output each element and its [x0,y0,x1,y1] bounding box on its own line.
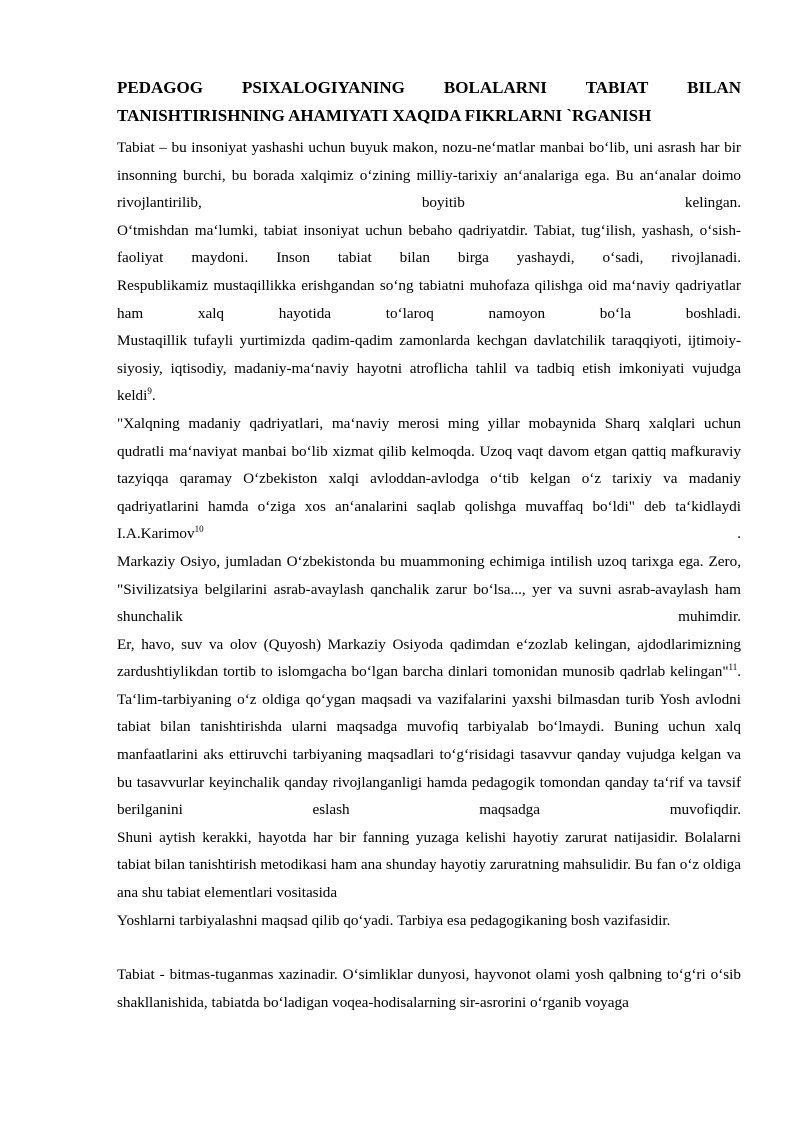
paragraph-1: Tabiat – bu insoniyat yashashi uchun buyuk makon, nozu-ne‘matlar manbai bo‘lib, uni asrash har bir insonning burchi, bu borada xalqimiz o‘zining milliy-tarixiy an‘analariga ega. Bu an‘analar doimo rivojlantirilib, boyitib kelingan. [117,139,741,212]
paragraph-spacer [117,934,741,961]
paragraph-11: Tabiat - bitmas-tuganmas xazinadir. O‘simliklar dunyosi, hayvonot olami yosh qalbning to‘g‘ri o‘sib shakllanishida, tabiatda bo‘ladigan voqea-hodisalarning sir-asrorini o‘rganib voyaga [117,966,741,1011]
footnote-ref-11: 11 [728,662,738,673]
paragraph-4-text: Mustaqillik tufayli yurtimizda qadim-qadim zamonlarda kechgan davlatchilik taraqqiyoti, ijtimoiy-siyosiy, iqtisodiy, madaniy-ma‘naviy hayotni atroflicha tahlil va tadbiq etish imkoniyati vujudga keldi [117,332,741,405]
paragraph-2: O‘tmishdan ma‘lumki, tabiat insoniyat uchun bebaho qadriyatdir. Tabiat, tug‘ilish, yashash, o‘sish-faoliyat maydoni. Inson tabiat bilan birga yashaydi, o‘sadi, rivojlanadi. [117,221,741,267]
paragraph-5 [117,410,741,548]
paragraph-5-end: . [203,525,741,543]
paragraph-7-end: . [737,663,741,681]
paragraph-7 [117,631,741,686]
paragraph-7-text: Er, havo, suv va olov (Quyosh) Markaziy Osiyoda qadimdan e‘zozlab kelingan, ajdodlarimizning zardushtiylikdan tortib to islomgacha bo‘lgan barcha dinlari tomonidan munosib qadrlab kelingan" [117,635,741,681]
paragraph-5-text: "Xalqning madaniy qadriyatlari, ma‘naviy merosi ming yillar mobaynida Sharq xalqlari uchun qudratli ma‘naviyat manbai bo‘lib xizmat qilib kelmoqda. Uzoq vaqt davom etgan qattiq mafkuraviy tazyiqqa qaramay O‘zbekiston xalqi avloddan-avlodga o‘tib kelgan o‘z tarixiy va madaniy qadriyatlarini hamda o‘ziga xos an‘analarini saqlab qolishga muvaffaq bo‘ldi" deb ta‘kidlaydi I.A.Karimov [117,414,741,543]
paragraph-3: Respublikamiz mustaqillikka erishgandan so‘ng tabiatni muhofaza qilishga oid ma‘naviy qadriyatlar ham xalq hayotida to‘laroq namoyon bo‘la boshladi. [117,276,741,322]
document-body [117,74,741,1016]
paragraph-9: Shuni aytish kerakki, hayotda har bir fanning yuzaga kelishi hayotiy zarurat natijasidir. Bolalarni tabiat bilan tanishtirish metodikasi ham ana shunday hayotiy zaruratning mahsulidir. Bu fan o‘z oldiga ana shu tabiat elementlari vositasida [117,828,741,902]
paragraph-4 [117,327,741,410]
title-line-2: TANISHTIRISHNING AHAMIYATI XAQIDA FIKRLARNI `RGANISH [117,106,652,125]
footnote-ref-9: 9 [147,386,152,397]
paragraph-10: Yoshlarni tarbiyalashni maqsad qilib qo‘yadi. Tarbiya esa pedagogikaning bosh vazifasidir. [117,911,671,929]
footnote-ref-10: 10 [194,524,204,535]
paragraph-8: Ta‘lim-tarbiyaning o‘z oldiga qo‘ygan maqsadi va vazifalarini yaxshi bilmasdan turib Yosh avlodni tabiat bilan tanishtirishda ularni maqsadga muvofiq tarbiyalab bo‘lmaydi. Buning uchun xalq manfaatlarini aks ettiruvchi tarbiyaning maqsadlari to‘g‘risidagi tasavvur qanday vujudga kelgan va bu tasavvurlar keyinchalik qanday rivojlanganligi hamda pedagogik tomondan qanday ta‘rif va tavsif berilganini eslash maqsadga muvofiqdir. [117,690,741,819]
paragraph-4-end: . [151,387,156,405]
paragraph-6: Markaziy Osiyo, jumladan O‘zbekistonda bu muammoning echimiga intilish uzoq tarixga ega. Zero, "Sivilizatsiya belgilarini asrab-avaylash qanchalik zarur bo‘lsa..., yer va suvni asrab-avaylash ham shunchalik muhimdir. [117,552,741,626]
document-title [117,74,741,130]
title-line-1: PEDAGOG PSIXALOGIYANING BOLALARNI TABIAT BILAN [117,78,741,97]
